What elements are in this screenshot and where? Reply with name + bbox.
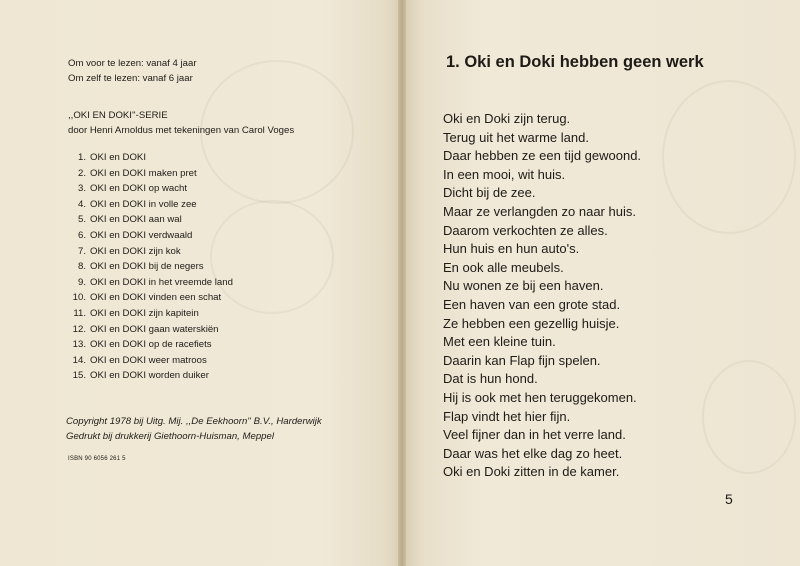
story-line: Oki en Doki zitten in de kamer. [443,464,620,480]
book-number: 15. [72,370,86,382]
story-line: Daarin kan Flap fijn spelen. [443,352,601,368]
book-title: OKI en DOKI maken pret [90,167,197,179]
book-number: 10. [72,292,86,304]
story-line: Veel fijner dan in het verre land. [443,427,626,443]
story-line: Daar was het elke dag zo heet. [443,445,623,461]
book-title: OKI en DOKI verdwaald [90,229,193,241]
book-title: OKI en DOKI gaan waterskiën [90,323,219,335]
story-line: Oki en Doki zijn terug. [443,111,571,126]
printer-line: Gedrukt bij drukkerij Giethoorn-Huisman, Meppel [66,431,274,442]
book-title: OKI en DOKI in het vreemde land [90,276,233,288]
book-title: OKI en DOKI op de racefiets [90,339,212,351]
age-read-self: Om zelf te lezen: vanaf 6 jaar [68,73,193,84]
book-number: 3. [77,183,86,195]
book-list-item [68,353,233,369]
book-number: 1. [77,152,86,163]
age-read-aloud: Om voor te lezen: vanaf 4 jaar [68,58,197,69]
book-number: 5. [77,214,86,226]
book-number: 14. [72,354,86,366]
story-line: Terug uit het warme land. [443,129,589,145]
book-number: 13. [72,339,86,351]
story-line: In een mooi, wit huis. [443,166,566,182]
story-line: Hij is ook met hen teruggekomen. [443,389,637,405]
book-list-item [68,181,233,197]
story-line: Ze hebben een gezellig huisje. [443,315,620,331]
story-line: En ook alle meubels. [443,259,564,275]
isbn: ISBN 90 6056 261 5 [68,456,126,462]
book-list-item [68,259,233,275]
book-number: 9. [77,276,86,288]
book-list-item [68,212,233,228]
book-list-item [68,166,233,182]
book-list-item [68,228,233,244]
page-number: 5 [725,491,733,507]
book-list [68,150,233,384]
story-line: Maar ze verlangden zo naar huis. [443,203,636,219]
book-list-item [68,368,233,384]
book-title: OKI en DOKI zijn kapitein [90,307,199,319]
story-line: Met een kleine tuin. [443,334,556,350]
story-line: Daarom verkochten ze alles. [443,222,608,238]
book-title: OKI en DOKI vinden een schat [90,292,222,304]
age-recommendation [68,56,197,86]
book-list-item [68,150,233,166]
series-credit: door Henri Arnoldus met tekeningen van Carol Voges [68,125,295,136]
book-title: OKI en DOKI op wacht [90,183,188,195]
series-info [68,108,294,138]
book-number: 4. [77,198,86,210]
book-list-item [68,244,233,260]
book-number: 2. [77,167,86,179]
story-line: Dat is hun hond. [443,371,538,387]
book-number: 7. [77,245,86,257]
book-number: 6. [77,229,86,241]
book-title: OKI en DOKI in volle zee [90,198,197,210]
book-list-item [68,290,233,306]
book-list-item [68,275,233,291]
book-title: OKI en DOKI aan wal [90,214,182,226]
book-list-item [68,306,233,322]
story-line: Hun huis en hun auto's. [443,241,580,257]
story-line: Een haven van een grote stad. [443,296,621,312]
book-title: OKI en DOKI weer matroos [90,354,207,366]
book-list-item [68,322,233,338]
story-line: Daar hebben ze een tijd gewoond. [443,148,642,164]
story-text [443,110,641,482]
chapter-title: 1. Oki en Doki hebben geen werk [446,53,704,71]
copyright-notice [66,414,322,444]
book-gutter [398,0,406,566]
story-line: Flap vindt het hier fijn. [443,408,571,424]
book-number: 11. [73,307,86,319]
book-title: OKI en DOKI bij de negers [90,261,204,273]
book-number: 12. [72,323,86,335]
book-title: OKI en DOKI worden duiker [90,370,209,382]
story-line: Nu wonen ze bij een haven. [443,278,604,294]
show-through-illustration [662,80,796,234]
book-list-item [68,197,233,213]
book-list-item [68,337,233,353]
book-title: OKI en DOKI [90,152,146,163]
book-title: OKI en DOKI zijn kok [90,245,181,257]
show-through-illustration [702,360,796,474]
book-number: 8. [77,261,86,273]
series-title: ,,OKI EN DOKI''-SERIE [68,110,168,121]
copyright-line: Copyright 1978 bij Uitg. Mij. ,,De Eekhoorn'' B.V., Harderwijk [66,416,322,427]
story-line: Dicht bij de zee. [443,185,536,201]
